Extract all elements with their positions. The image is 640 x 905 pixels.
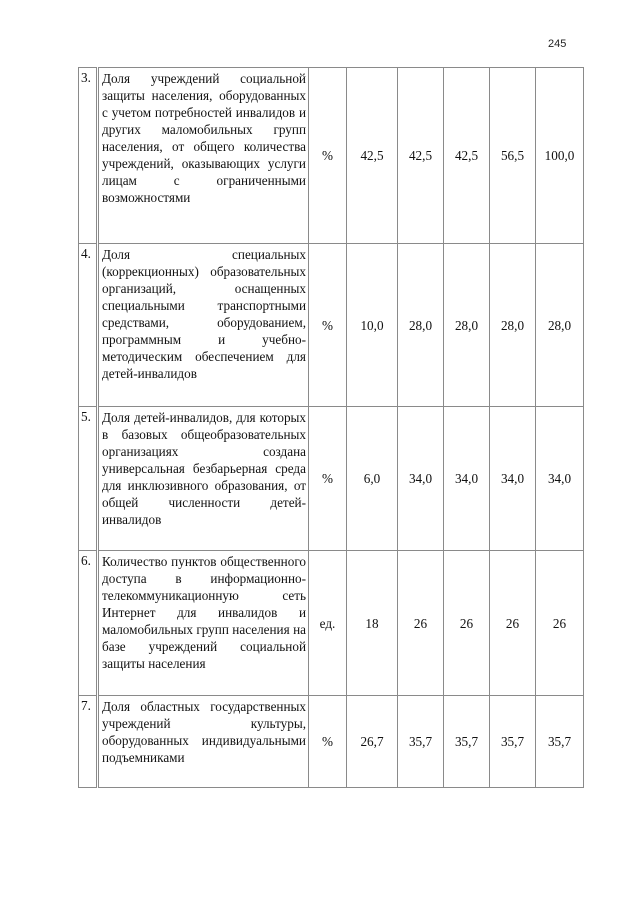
indicator-description-text: Доля детей-инвалидов, для которых в базовых общеобразовательных организациях создана универсальная безбарьерная среда для инклюзивного образования, от общей численности детей-инвалидов bbox=[102, 410, 306, 527]
value-cell bbox=[444, 244, 490, 407]
value-text: 34,0 bbox=[408, 471, 433, 486]
page-number: 245 bbox=[548, 38, 567, 50]
value-text: 28,0 bbox=[454, 317, 479, 333]
value-text: 35,7 bbox=[547, 734, 572, 749]
value-cell bbox=[490, 68, 536, 244]
table-row bbox=[79, 244, 584, 407]
unit-text: ед. bbox=[319, 615, 336, 631]
unit-text: % bbox=[322, 734, 333, 749]
indicator-description bbox=[98, 551, 309, 696]
row-number: 4. bbox=[79, 244, 98, 407]
unit-text: % bbox=[322, 317, 333, 333]
value-cell bbox=[347, 696, 398, 788]
value-cell bbox=[398, 244, 444, 407]
table-row bbox=[79, 407, 584, 551]
table-row bbox=[79, 696, 584, 788]
value-cell bbox=[347, 407, 398, 551]
indicators-table bbox=[78, 67, 584, 788]
value-cell bbox=[347, 244, 398, 407]
row-number: 6. bbox=[79, 551, 98, 696]
value-text: 35,7 bbox=[454, 734, 479, 749]
value-text: 42,5 bbox=[408, 148, 433, 163]
indicator-description-text: Доля областных государственных учреждений культуры, оборудованных индивидуальными подъемниками bbox=[102, 699, 306, 765]
value-text: 42,5 bbox=[360, 148, 384, 163]
value-text: 34,0 bbox=[500, 471, 525, 486]
value-cell bbox=[444, 68, 490, 244]
value-text: 18 bbox=[365, 615, 379, 631]
value-cell bbox=[398, 696, 444, 788]
value-cell bbox=[444, 696, 490, 788]
value-text: 26 bbox=[505, 615, 520, 631]
value-text: 6,0 bbox=[363, 471, 381, 486]
table-row bbox=[79, 551, 584, 696]
unit-cell bbox=[309, 696, 347, 788]
value-text: 26 bbox=[459, 615, 474, 631]
unit-text: % bbox=[322, 471, 333, 486]
row-number: 3. bbox=[79, 68, 98, 244]
unit-cell bbox=[309, 68, 347, 244]
indicator-description-text: Доля специальных (коррекционных) образовательных организаций, оснащенных специальными транспортными средствами, оборудованием, программным и учебно-методическим обеспечением для детей-инвалидов bbox=[102, 247, 306, 381]
value-text: 10,0 bbox=[360, 317, 384, 333]
value-text: 35,7 bbox=[408, 734, 433, 749]
indicator-description bbox=[98, 68, 309, 244]
unit-cell bbox=[309, 244, 347, 407]
value-cell bbox=[347, 551, 398, 696]
value-cell bbox=[536, 551, 584, 696]
value-text: 28,0 bbox=[547, 317, 572, 333]
value-text: 100,0 bbox=[544, 148, 575, 163]
indicator-description-text: Доля учреждений социальной защиты населения, оборудованных с учетом потребностей инвалидов и других маломобильных групп населения, от общего количества учреждений, оказывающих услуги лицам с ограниченными возможностями bbox=[102, 71, 306, 205]
value-text: 34,0 bbox=[454, 471, 479, 486]
value-text: 26 bbox=[552, 615, 567, 631]
value-cell bbox=[398, 407, 444, 551]
row-number: 5. bbox=[79, 407, 98, 551]
value-cell bbox=[536, 68, 584, 244]
table-body bbox=[79, 68, 584, 788]
value-text: 42,5 bbox=[454, 148, 479, 163]
unit-text: % bbox=[322, 148, 333, 163]
row-number: 7. bbox=[79, 696, 98, 788]
value-cell bbox=[490, 407, 536, 551]
value-text: 34,0 bbox=[547, 471, 572, 486]
value-cell bbox=[444, 407, 490, 551]
value-text: 56,5 bbox=[500, 148, 525, 163]
value-cell bbox=[398, 68, 444, 244]
value-cell bbox=[398, 551, 444, 696]
value-text: 26 bbox=[413, 615, 428, 631]
indicator-description-text: Количество пунктов общественного доступа в информационно-телекоммуникационную сеть Интернет для инвалидов и маломобильных групп населения на базе учреждений социальной защиты населения bbox=[102, 554, 306, 671]
value-cell bbox=[536, 407, 584, 551]
value-cell bbox=[490, 696, 536, 788]
value-text: 26,7 bbox=[360, 734, 384, 749]
value-cell bbox=[444, 551, 490, 696]
value-cell bbox=[347, 68, 398, 244]
value-text: 35,7 bbox=[500, 734, 525, 749]
value-cell bbox=[536, 244, 584, 407]
value-text: 28,0 bbox=[500, 317, 525, 333]
value-cell bbox=[490, 551, 536, 696]
value-cell bbox=[490, 244, 536, 407]
indicator-description bbox=[98, 407, 309, 551]
value-cell bbox=[536, 696, 584, 788]
unit-cell bbox=[309, 551, 347, 696]
indicator-description bbox=[98, 696, 309, 788]
table-row bbox=[79, 68, 584, 244]
value-text: 28,0 bbox=[408, 317, 433, 333]
unit-cell bbox=[309, 407, 347, 551]
indicator-description bbox=[98, 244, 309, 407]
